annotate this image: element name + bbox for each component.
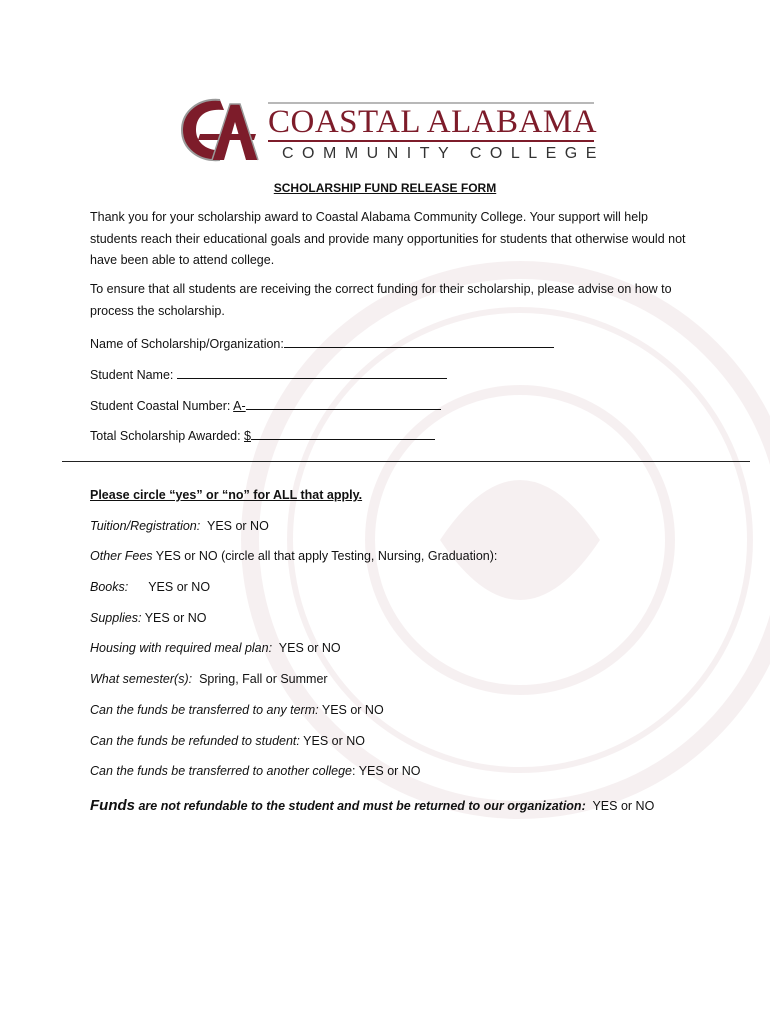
advise-paragraph: To ensure that all students are receiving the correct funding for their scholarship, please advise on how to process the scholarship. bbox=[90, 282, 672, 318]
logo-middle-rule bbox=[268, 140, 594, 142]
college-logo bbox=[176, 94, 605, 166]
student-name-input[interactable] bbox=[177, 365, 447, 379]
total-awarded-label: Total Scholarship Awarded: bbox=[90, 429, 241, 443]
refund-organization-question bbox=[90, 795, 690, 817]
semester-answer[interactable]: Spring, Fall or Summer bbox=[199, 672, 328, 686]
other-fees-answer[interactable]: YES or NO (circle all that apply Testing, Nursing, Graduation): bbox=[155, 549, 498, 563]
coastal-number-input[interactable] bbox=[246, 396, 441, 410]
books-question bbox=[90, 579, 210, 595]
other-fees-question bbox=[90, 548, 497, 564]
scholarship-name-input[interactable] bbox=[284, 334, 554, 348]
circle-instructions: Please circle “yes” or “no” for ALL that apply. bbox=[90, 488, 363, 502]
transfer-college-label: Can the funds be transferred to another college bbox=[90, 764, 352, 778]
supplies-label: Supplies: bbox=[90, 611, 142, 625]
books-answer[interactable]: YES or NO bbox=[148, 580, 211, 594]
total-awarded-input[interactable] bbox=[251, 426, 435, 440]
coastal-number-label: Student Coastal Number: bbox=[90, 399, 231, 413]
refund-question bbox=[90, 733, 365, 749]
student-name-label: Student Name: bbox=[90, 368, 174, 382]
supplies-question bbox=[90, 610, 207, 626]
student-name-field bbox=[90, 365, 447, 383]
section-divider bbox=[62, 461, 750, 462]
logo-subname: COMMUNITY COLLEGE bbox=[282, 145, 605, 162]
housing-question bbox=[90, 640, 341, 656]
intro-paragraph: Thank you for your scholarship award to Coastal Alabama Community College. Your support will help students reach their educational goals and provide many opportunities for students that otherwise would not have been able to attend college. bbox=[90, 210, 686, 267]
books-label: Books: bbox=[90, 580, 129, 594]
final-label: are not refundable to the student and must be returned to our organization bbox=[138, 799, 582, 813]
transfer-college-question bbox=[90, 763, 421, 779]
semester-label: What semester(s): bbox=[90, 672, 193, 686]
final-funds-word: Funds bbox=[90, 797, 135, 814]
tuition-question bbox=[90, 518, 269, 534]
refund-answer[interactable]: YES or NO bbox=[303, 734, 365, 748]
transfer-college-answer[interactable]: : YES or NO bbox=[351, 764, 421, 778]
coastal-number-field bbox=[90, 396, 441, 414]
college-seal-watermark bbox=[240, 240, 770, 840]
other-fees-label: Other Fees bbox=[90, 549, 153, 563]
semester-question bbox=[90, 671, 328, 687]
housing-label: Housing with required meal plan: bbox=[90, 641, 273, 655]
housing-answer[interactable]: YES or NO bbox=[278, 641, 341, 655]
tuition-answer[interactable]: YES or NO bbox=[206, 519, 269, 533]
final-colon: : bbox=[581, 799, 586, 813]
logo-name: COASTAL ALABAMA bbox=[268, 104, 598, 140]
ca-monogram-icon bbox=[176, 94, 262, 166]
scholarship-name-label: Name of Scholarship/Organization: bbox=[90, 337, 284, 351]
transfer-term-label: Can the funds be transferred to any term: bbox=[90, 703, 319, 717]
tuition-label: Tuition/Registration: bbox=[90, 519, 201, 533]
refund-label: Can the funds be refunded to student: bbox=[90, 734, 300, 748]
total-awarded-field bbox=[90, 426, 435, 444]
transfer-term-answer[interactable]: YES or NO bbox=[321, 703, 384, 717]
scholarship-name-field bbox=[90, 334, 554, 352]
supplies-answer[interactable]: YES or NO bbox=[144, 611, 207, 625]
transfer-term-question bbox=[90, 702, 384, 718]
final-answer[interactable]: YES or NO bbox=[592, 799, 655, 813]
total-awarded-prefix: $ bbox=[244, 429, 251, 443]
form-title: SCHOLARSHIP FUND RELEASE FORM bbox=[273, 181, 497, 195]
coastal-number-prefix: A- bbox=[233, 399, 246, 413]
